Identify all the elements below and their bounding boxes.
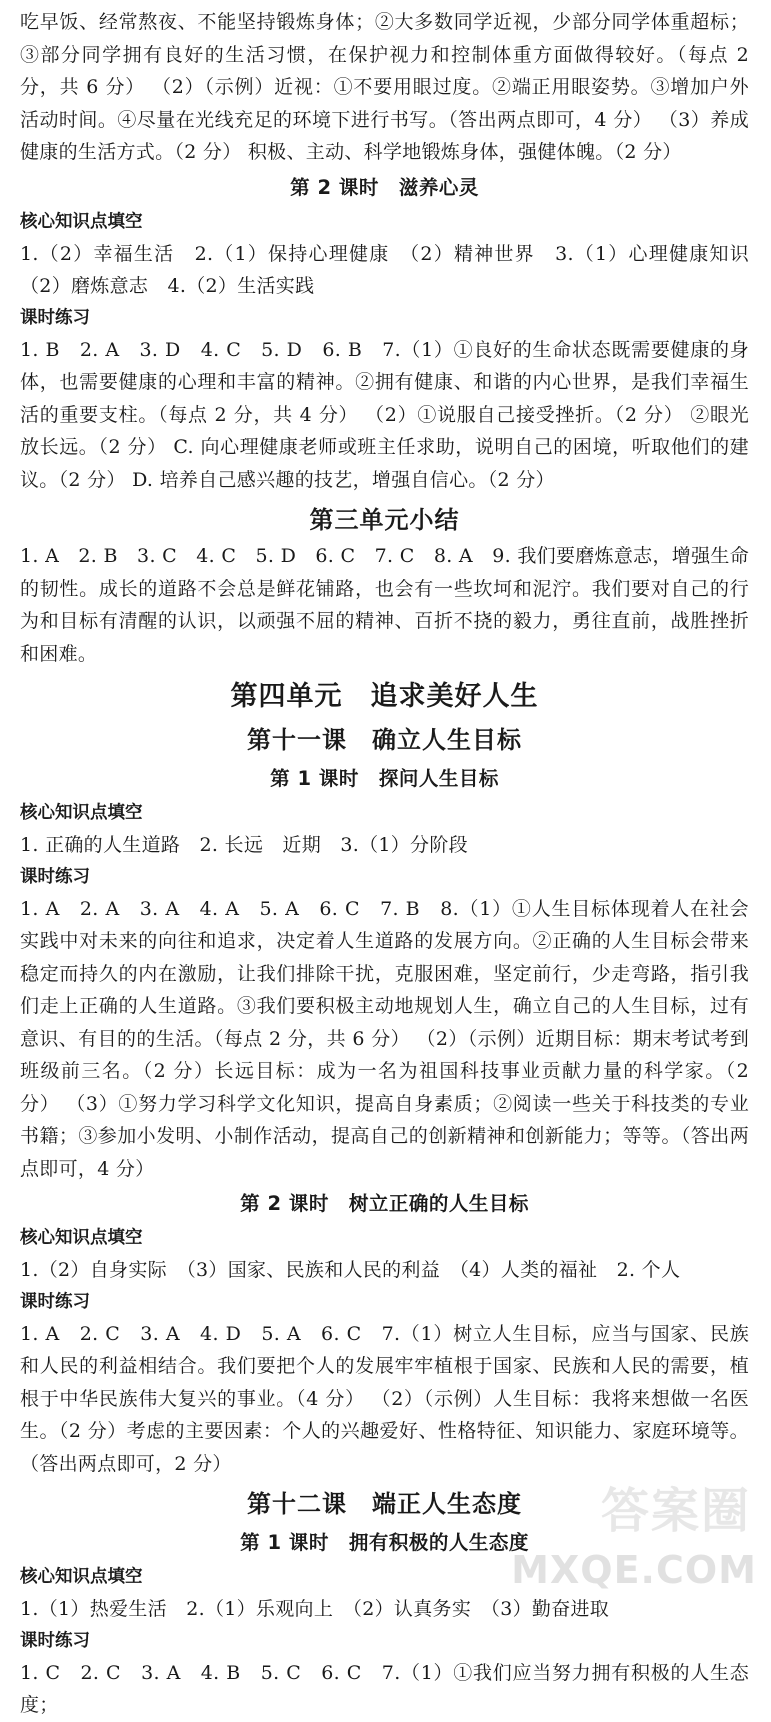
unit4-title: 第四单元 追求美好人生 <box>230 681 539 712</box>
knowledge-fill-label: 核心知识点填空 <box>20 211 143 232</box>
lesson12-title: 第十二课 端正人生态度 <box>247 1490 522 1518</box>
knowledge-fill-label: 核心知识点填空 <box>20 1228 143 1248</box>
practice-label: 课时练习 <box>20 307 90 328</box>
knowledge-fill-label: 核心知识点填空 <box>20 1567 143 1587</box>
unit3-summary-answers: 1. A 2. B 3. C 4. C 5. D 6. C 7. C 8. A 9. 我们要磨炼意志，增强生命的韧性。成长的道路不会总是鲜花铺路，也会有一些坎坷和泥泞。我们要对自己的行为和目标有清醒的认识，以顽强不屈的精神、百折不挠的毅力，勇往直前，战胜挫折和困难。 <box>20 545 749 665</box>
knowledge-fill-answers: 1. 正确的人生道路 2. 长远 近期 3.（1）分阶段 <box>20 834 468 856</box>
watermark-url: MXQE.COM <box>511 1548 757 1592</box>
knowledge-fill-label: 核心知识点填空 <box>20 803 143 823</box>
knowledge-fill-answers: 1.（2）幸福生活 2.（1）保持心理健康 （2）精神世界 3.（1）心理健康知识 （2）磨炼意志 4.（2）生活实践 <box>20 242 769 297</box>
period1-title: 第 1 课时 探问人生目标 <box>270 767 499 790</box>
practice-answers: 1. C 2. C 3. A 4. B 5. C 6. C 7.（1）①我们应当努力拥有积极的人生态度； <box>20 1661 749 1716</box>
practice-label: 课时练习 <box>20 1630 90 1651</box>
period2-title: 第 2 课时 树立正确的人生目标 <box>240 1192 529 1215</box>
watermark-logo: 答案圈 <box>600 1483 751 1539</box>
unit3-summary-title: 第三单元小结 <box>309 506 460 534</box>
practice-label: 课时练习 <box>20 1291 90 1312</box>
knowledge-fill-answers: 1.（1）热爱生活 2.（1）乐观向上 （2）认真务实 （3）勤奋进取 <box>20 1598 610 1620</box>
intro-paragraph: 吃早饭、经常熬夜、不能坚持锻炼身体；②大多数同学近视，少部分同学体重超标；③部分同学拥有良好的生活习惯，在保护视力和控制体重方面做得较好。（每点 2 分，共 6 分） （2）（示例）近视：①不要用眼过度。②端正用眼姿势。③增加户外活动时间。④尽量在光线充足的环境下进行书写。（答出两点即可，4 分） （3）养成健康的生活方式。（2 分） 积极、主动、科学地锻炼身体，强健体魄。（2 分） <box>20 11 749 163</box>
period3-title: 第 1 课时 拥有积极的人生态度 <box>240 1531 529 1554</box>
lesson11-title: 第十一课 确立人生目标 <box>247 726 522 754</box>
knowledge-fill-answers: 1.（2）自身实际 （3）国家、民族和人民的利益 （4）人类的福祉 2. 个人 <box>20 1259 681 1281</box>
practice-answers: 1. A 2. A 3. A 4. A 5. A 6. C 7. B 8.（1）①人生目标体现着人在社会实践中对未来的向往和追求，决定着人生道路的发展方向。②正确的人生目标会带来稳定而持久的内在激励，让我们排除干扰，克服困难，坚定前行，少走弯路，指引我们走上正确的人生道路。③我们要积极主动地规划人生，确立自己的人生目标，过有意识、有目的的生活。（每点 2 分，共 6 分） （2）（示例）近期目标：期末考试考到班级前三名。（2 分）长远目标：成为一名为祖国科技事业贡献力量的科学家。（2 分） （3）①努力学习科学文化知识，提高自身素质；②阅读一些关于科技类的专业书籍；③参加小发明、小制作活动，提高自己的创新精神和创新能力；等等。（答出两点即可，4 分） <box>20 897 749 1180</box>
section-title-nourish-mind: 第 2 课时 滋养心灵 <box>290 175 479 199</box>
practice-label: 课时练习 <box>20 866 90 887</box>
practice-answers: 1. A 2. C 3. A 4. D 5. A 6. C 7.（1）树立人生目标，应当与国家、民族和人民的利益相结合。我们要把个人的发展牢牢植根于国家、民族和人民的需要，植根于中华民族伟大复兴的事业。（4 分） （2）（示例）人生目标：我将来想做一名医生。（2 分）考虑的主要因素：个人的兴趣爱好、性格特征、知识能力、家庭环境等。（答出两点即可，2 分） <box>20 1322 749 1475</box>
practice-answers: 1. B 2. A 3. D 4. C 5. D 6. B 7.（1）①良好的生命状态既需要健康的身体，也需要健康的心理和丰富的精神。②拥有健康、和谐的内心世界，是我们幸福生活的重要支柱。（每点 2 分，共 4 分） （2）①说服自己接受挫折。（2 分） ②眼光放长远。（2 分） C. 向心理健康老师或班主任求助，说明自己的困境，听取他们的建议。（2 分） D. 培养自己感兴趣的技艺，增强自信心。（2 分） <box>20 338 749 491</box>
